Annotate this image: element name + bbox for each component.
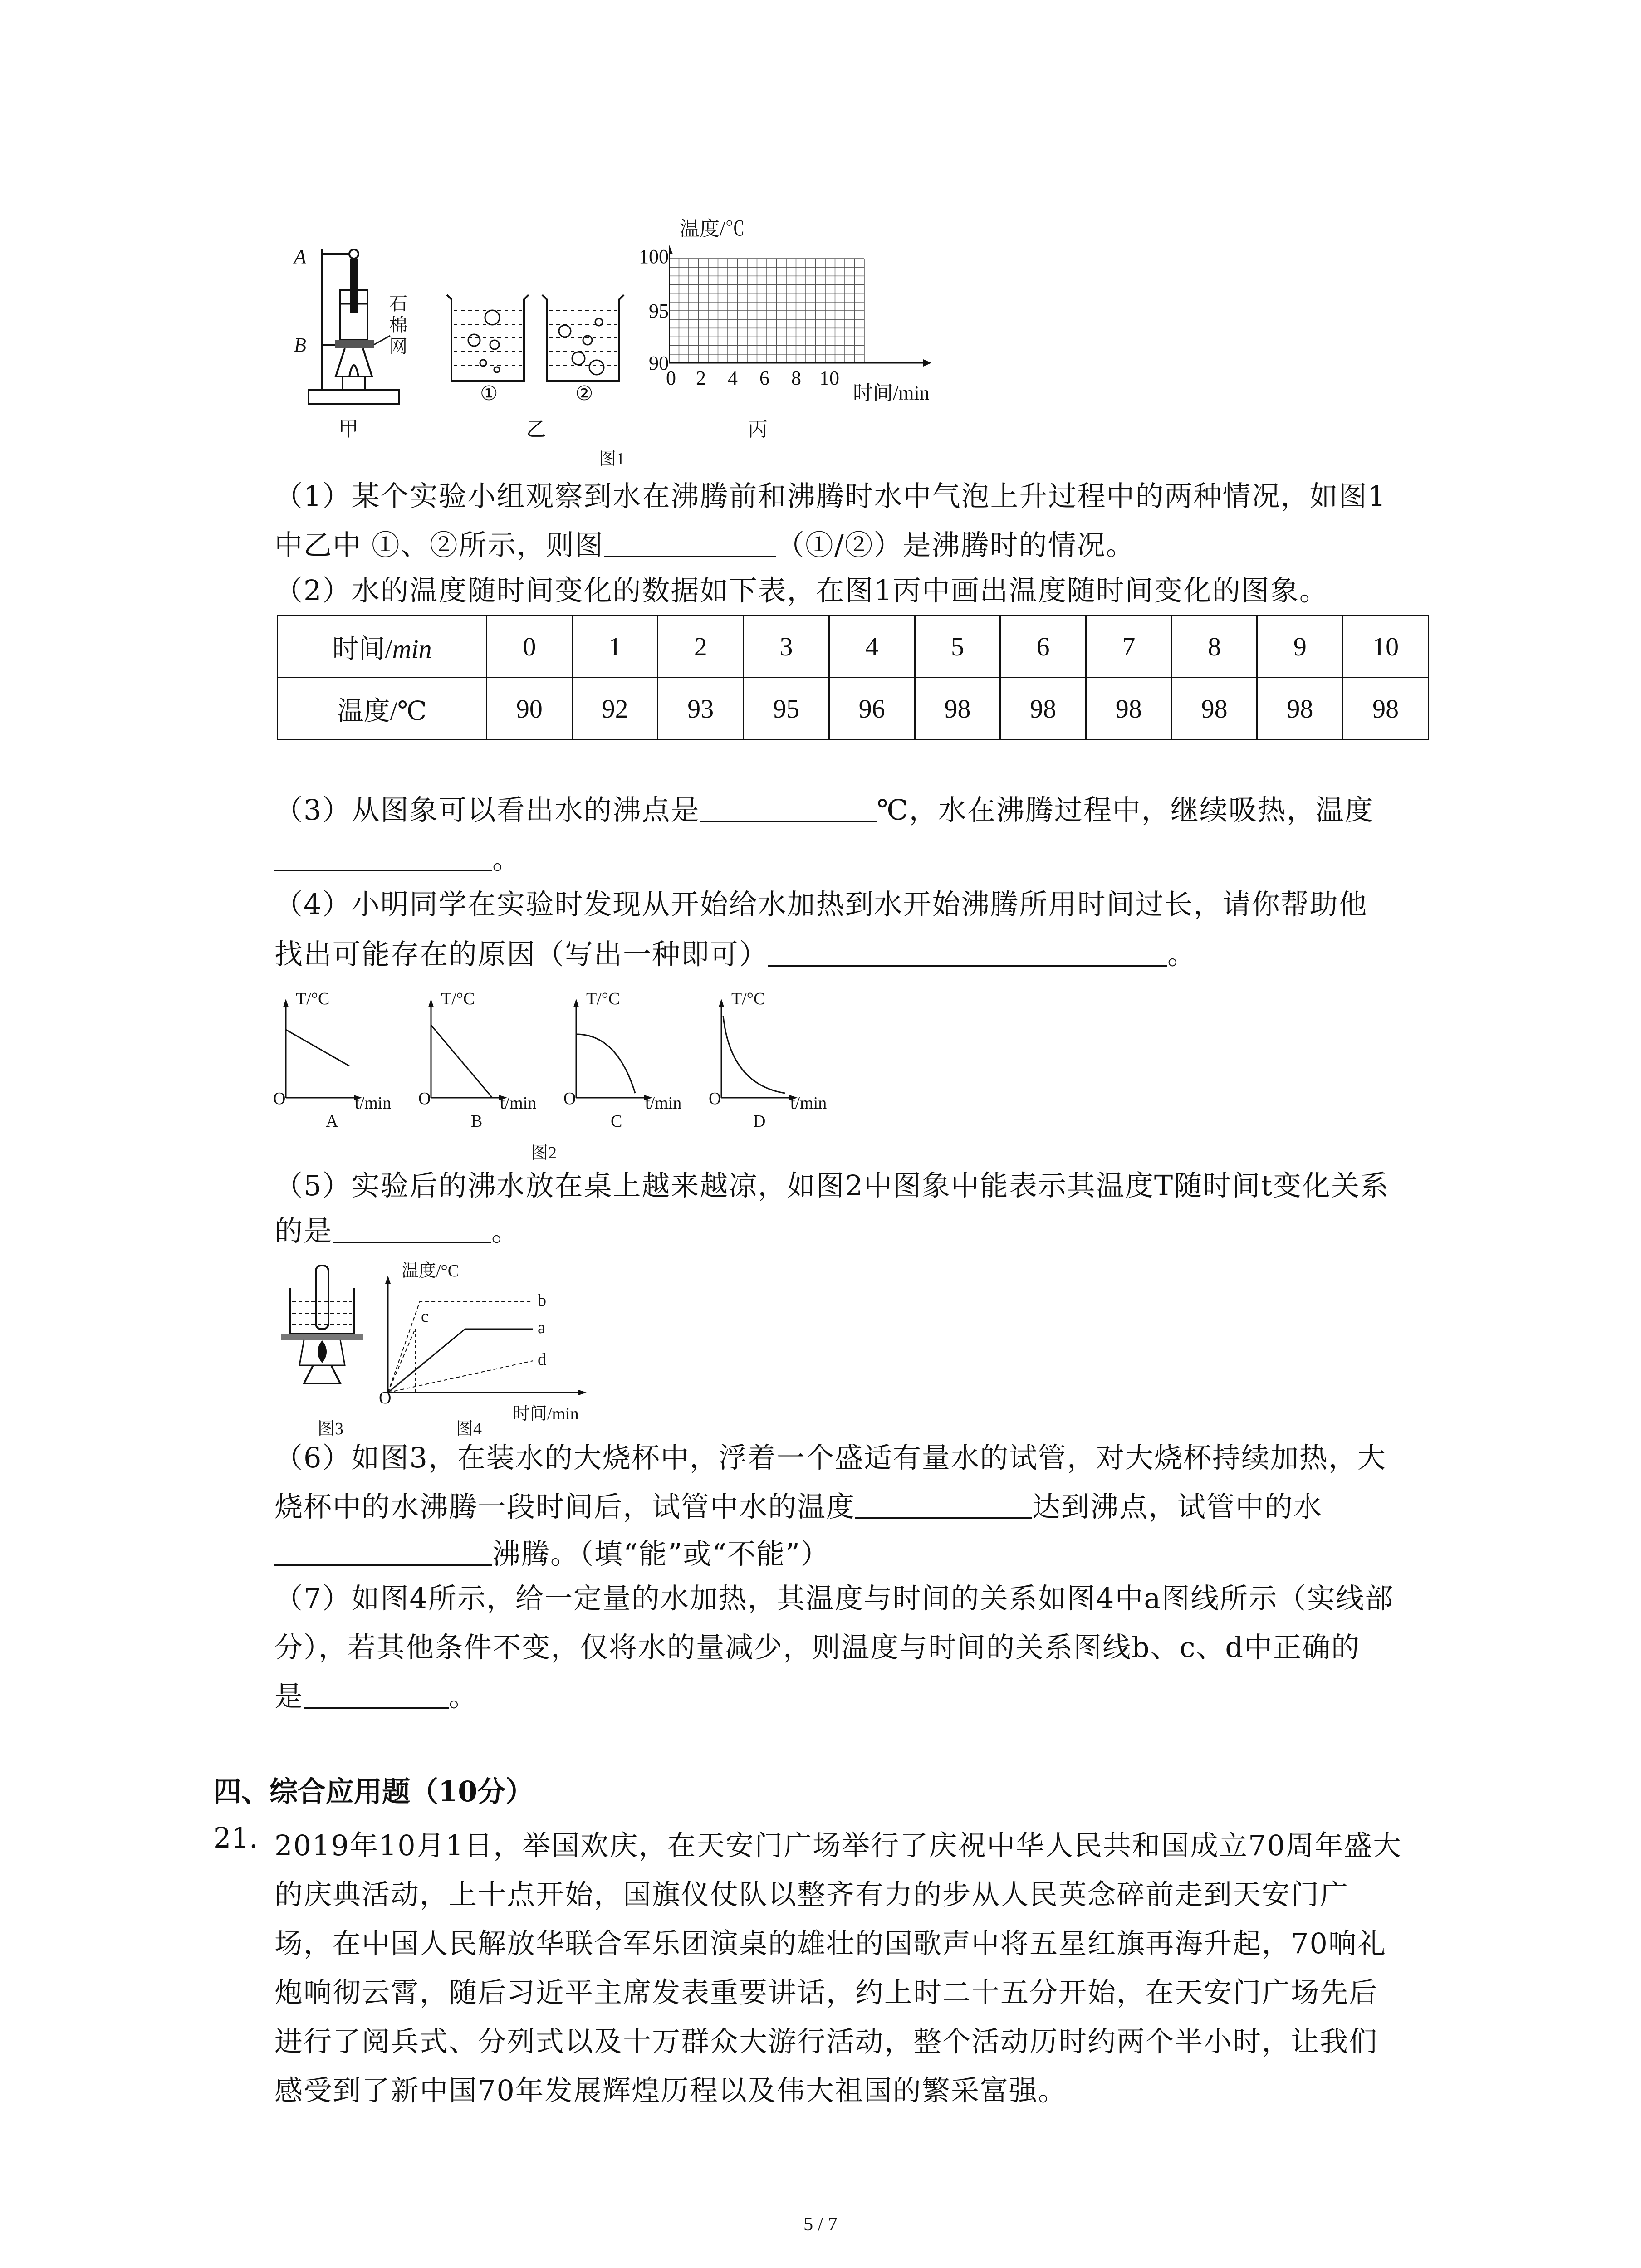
fig2-c-ylabel: T/°C	[586, 989, 620, 1008]
label-b: B	[294, 334, 306, 356]
figure-3-apparatus	[281, 1261, 381, 1397]
table-cell: 96	[829, 678, 915, 740]
asbestos-label-3: 网	[389, 336, 407, 357]
section-4-title: 四、综合应用题（10分）	[213, 1775, 534, 1808]
table-cell: 4	[829, 616, 915, 678]
table-cell: 10	[1343, 616, 1429, 678]
q5-line2: 的是 。	[274, 1207, 1436, 1256]
q3-line2: 。	[274, 835, 1436, 884]
asbestos-label-2: 棉	[389, 315, 407, 336]
q6-boil-blank[interactable]	[274, 1533, 492, 1566]
fig2-b-ylabel: T/°C	[441, 989, 475, 1008]
fig4-line-a: a	[538, 1318, 545, 1337]
table-cell: 98	[1257, 678, 1343, 740]
table-cell: 90	[487, 678, 573, 740]
q5-answer-blank[interactable]	[333, 1210, 491, 1243]
xtick-4: 4	[728, 367, 738, 389]
table-cell: 7	[1086, 616, 1172, 678]
xtick-10: 10	[819, 367, 839, 389]
xtick-8: 8	[791, 367, 801, 389]
q7-line1: （7）如图4所示，给一定量的水加热，其温度与时间的关系如图4中a图线所示（实线部	[274, 1582, 1394, 1615]
q21-number: 21.	[213, 1821, 258, 1854]
q6-line3: 沸腾。（填“能”或“不能”）	[274, 1530, 1436, 1579]
beakers-diagram	[442, 290, 633, 386]
sublabel-jia: 甲	[338, 418, 358, 440]
xtick-6: 6	[759, 367, 769, 389]
fig4-line-c: c	[421, 1307, 429, 1326]
fig2-c-origin: O	[563, 1089, 576, 1108]
graph-xlabel: 时间/min	[853, 382, 930, 404]
fig2-c-xlabel: t/min	[645, 1094, 682, 1113]
fig2-b-origin: O	[418, 1089, 431, 1108]
table-cell: 6	[1000, 616, 1086, 678]
q3-line1	[274, 786, 1436, 835]
table-header-temp: 温度/℃	[278, 678, 487, 740]
temperature-grid-graph	[669, 240, 932, 376]
fig2-option-b: B	[471, 1112, 483, 1131]
fig2-a-origin: O	[273, 1089, 286, 1108]
q7-line3: 是 。	[274, 1672, 1436, 1721]
table-cell: 0	[487, 616, 573, 678]
q6-line1: （6）如图3，在装水的大烧杯中，浮着一个盛适有量水的试管，对大烧杯持续加热，大	[274, 1441, 1386, 1474]
q21-line-3: 场，在中国人民解放华联合军乐团演桌的雄壮的国歌声中将五星红旗再海升起，70响礼	[274, 1927, 1386, 1960]
q4-line1: （4）小明同学在实验时发现从开始给水加热到水开始沸腾所用时间过长，请你帮助他	[274, 888, 1368, 921]
q1-line1: （1）某个实验小组观察到水在沸腾前和沸腾时水中气泡上升过程中的两种情况，如图1	[274, 479, 1386, 513]
q6-line2: 烧杯中的水沸腾一段时间后，试管中水的温度 达到沸点，试管中的水	[274, 1482, 1436, 1531]
fig2-option-c: C	[611, 1112, 622, 1131]
xtick-2: 2	[696, 367, 706, 389]
table-cell: 98	[1086, 678, 1172, 740]
figure-3-caption: 图3	[318, 1419, 344, 1438]
q3-text-b: ℃，水在沸腾过程中，继续吸热，温度	[877, 793, 1374, 826]
q3-temperature-blank[interactable]	[274, 838, 492, 871]
table-cell: 9	[1257, 616, 1343, 678]
q5-line1: （5）实验后的沸水放在桌上越来越凉，如图2中图象中能表示其温度T随时间t变化关系	[274, 1169, 1390, 1202]
table-cell: 2	[658, 616, 744, 678]
table-cell: 5	[915, 616, 1000, 678]
table-cell: 92	[572, 678, 658, 740]
sublabel-yi: 乙	[526, 418, 546, 440]
xtick-0: 0	[666, 367, 676, 389]
ytick-90: 90	[649, 352, 669, 374]
table-cell: 8	[1171, 616, 1257, 678]
fig2-option-d: D	[753, 1112, 766, 1131]
table-cell: 98	[1343, 678, 1429, 740]
q3-boiling-point-blank[interactable]	[700, 789, 877, 822]
q21-line-1: 2019年10月1日，举国欢庆，在天安门广场举行了庆祝中华人民共和国成立70周年盛大	[274, 1829, 1402, 1862]
table-cell: 98	[1171, 678, 1257, 740]
label-a: A	[294, 245, 306, 268]
data-table	[277, 615, 1429, 740]
table-header-time: 时间/min	[278, 616, 487, 678]
fig4-xlabel: 时间/min	[513, 1404, 579, 1423]
table-cell: 98	[915, 678, 1000, 740]
figure-1-caption: 图1	[599, 450, 625, 469]
fig4-line-d: d	[538, 1350, 546, 1369]
ytick-100: 100	[639, 245, 669, 268]
fig4-ylabel: 温度/°C	[402, 1261, 460, 1281]
table-cell: 1	[572, 616, 658, 678]
fig2-a-ylabel: T/°C	[296, 989, 330, 1008]
q4-reason-blank[interactable]	[768, 933, 1167, 967]
table-cell: 98	[1000, 678, 1086, 740]
q1-text-a: 中乙中 ①、②所示，则图	[274, 528, 604, 562]
fig2-d-xlabel: t/min	[790, 1094, 827, 1113]
fig2-a-xlabel: t/min	[355, 1094, 392, 1113]
table-row-time	[278, 616, 1429, 678]
table-cell: 93	[658, 678, 744, 740]
fig2-b-xlabel: t/min	[500, 1094, 537, 1113]
beaker-2-label: ②	[575, 382, 593, 405]
ytick-95: 95	[649, 300, 669, 322]
fig2-option-a: A	[326, 1112, 338, 1131]
beaker-1-label: ①	[480, 382, 498, 405]
q1-answer-blank[interactable]	[604, 524, 776, 557]
q21-line-6: 感受到了新中国70年发展辉煌历程以及伟大祖国的繁采富强。	[274, 2074, 1067, 2107]
q1-line2	[274, 521, 1436, 570]
sublabel-bing: 丙	[748, 418, 768, 440]
figure-4-caption: 图4	[456, 1419, 482, 1438]
q7-answer-blank[interactable]	[304, 1675, 449, 1709]
q4-text-a: 找出可能存在的原因（写出一种即可）	[274, 938, 769, 971]
q3-text-a: （3）从图象可以看出水的沸点是	[274, 793, 700, 826]
table-cell: 3	[744, 616, 829, 678]
fig2-d-origin: O	[709, 1089, 721, 1108]
asbestos-label-1: 石	[389, 293, 407, 314]
q4-line2: 找出可能存在的原因（写出一种即可） 。	[274, 930, 1436, 979]
q6-temperature-blank[interactable]	[855, 1486, 1032, 1519]
table-row-temp	[278, 678, 1429, 740]
q1-text-b: （①/②）是沸腾时的情况。	[776, 528, 1135, 562]
graph-ylabel: 温度/℃	[680, 218, 745, 240]
q21-line-5: 进行了阅兵式、分列式以及十万群众大游行活动，整个活动历时约两个半小时，让我们	[274, 2025, 1378, 2058]
fig4-line-b: b	[538, 1291, 546, 1310]
fig4-origin: O	[379, 1388, 392, 1408]
table-cell: 95	[744, 678, 829, 740]
q2-text: （2）水的温度随时间变化的数据如下表，在图1丙中画出温度随时间变化的图象。	[274, 574, 1328, 607]
q21-line-4: 炮响彻云霄，随后习近平主席发表重要讲话，约上时二十五分开始，在天安门广场先后	[274, 1976, 1378, 2009]
q21-line-2: 的庆典活动，上十点开始，国旗仪仗队以整齐有力的步从人民英念碎前走到天安门广	[274, 1878, 1349, 1911]
q7-line2: 分），若其他条件不变，仅将水的量减少，则温度与时间的关系图线b、c、d中正确的	[274, 1631, 1361, 1664]
figure-4-graph	[383, 1270, 592, 1402]
fig2-d-ylabel: T/°C	[731, 989, 765, 1008]
page-number: 5 / 7	[803, 2214, 838, 2235]
figure-2-caption: 图2	[531, 1144, 557, 1163]
